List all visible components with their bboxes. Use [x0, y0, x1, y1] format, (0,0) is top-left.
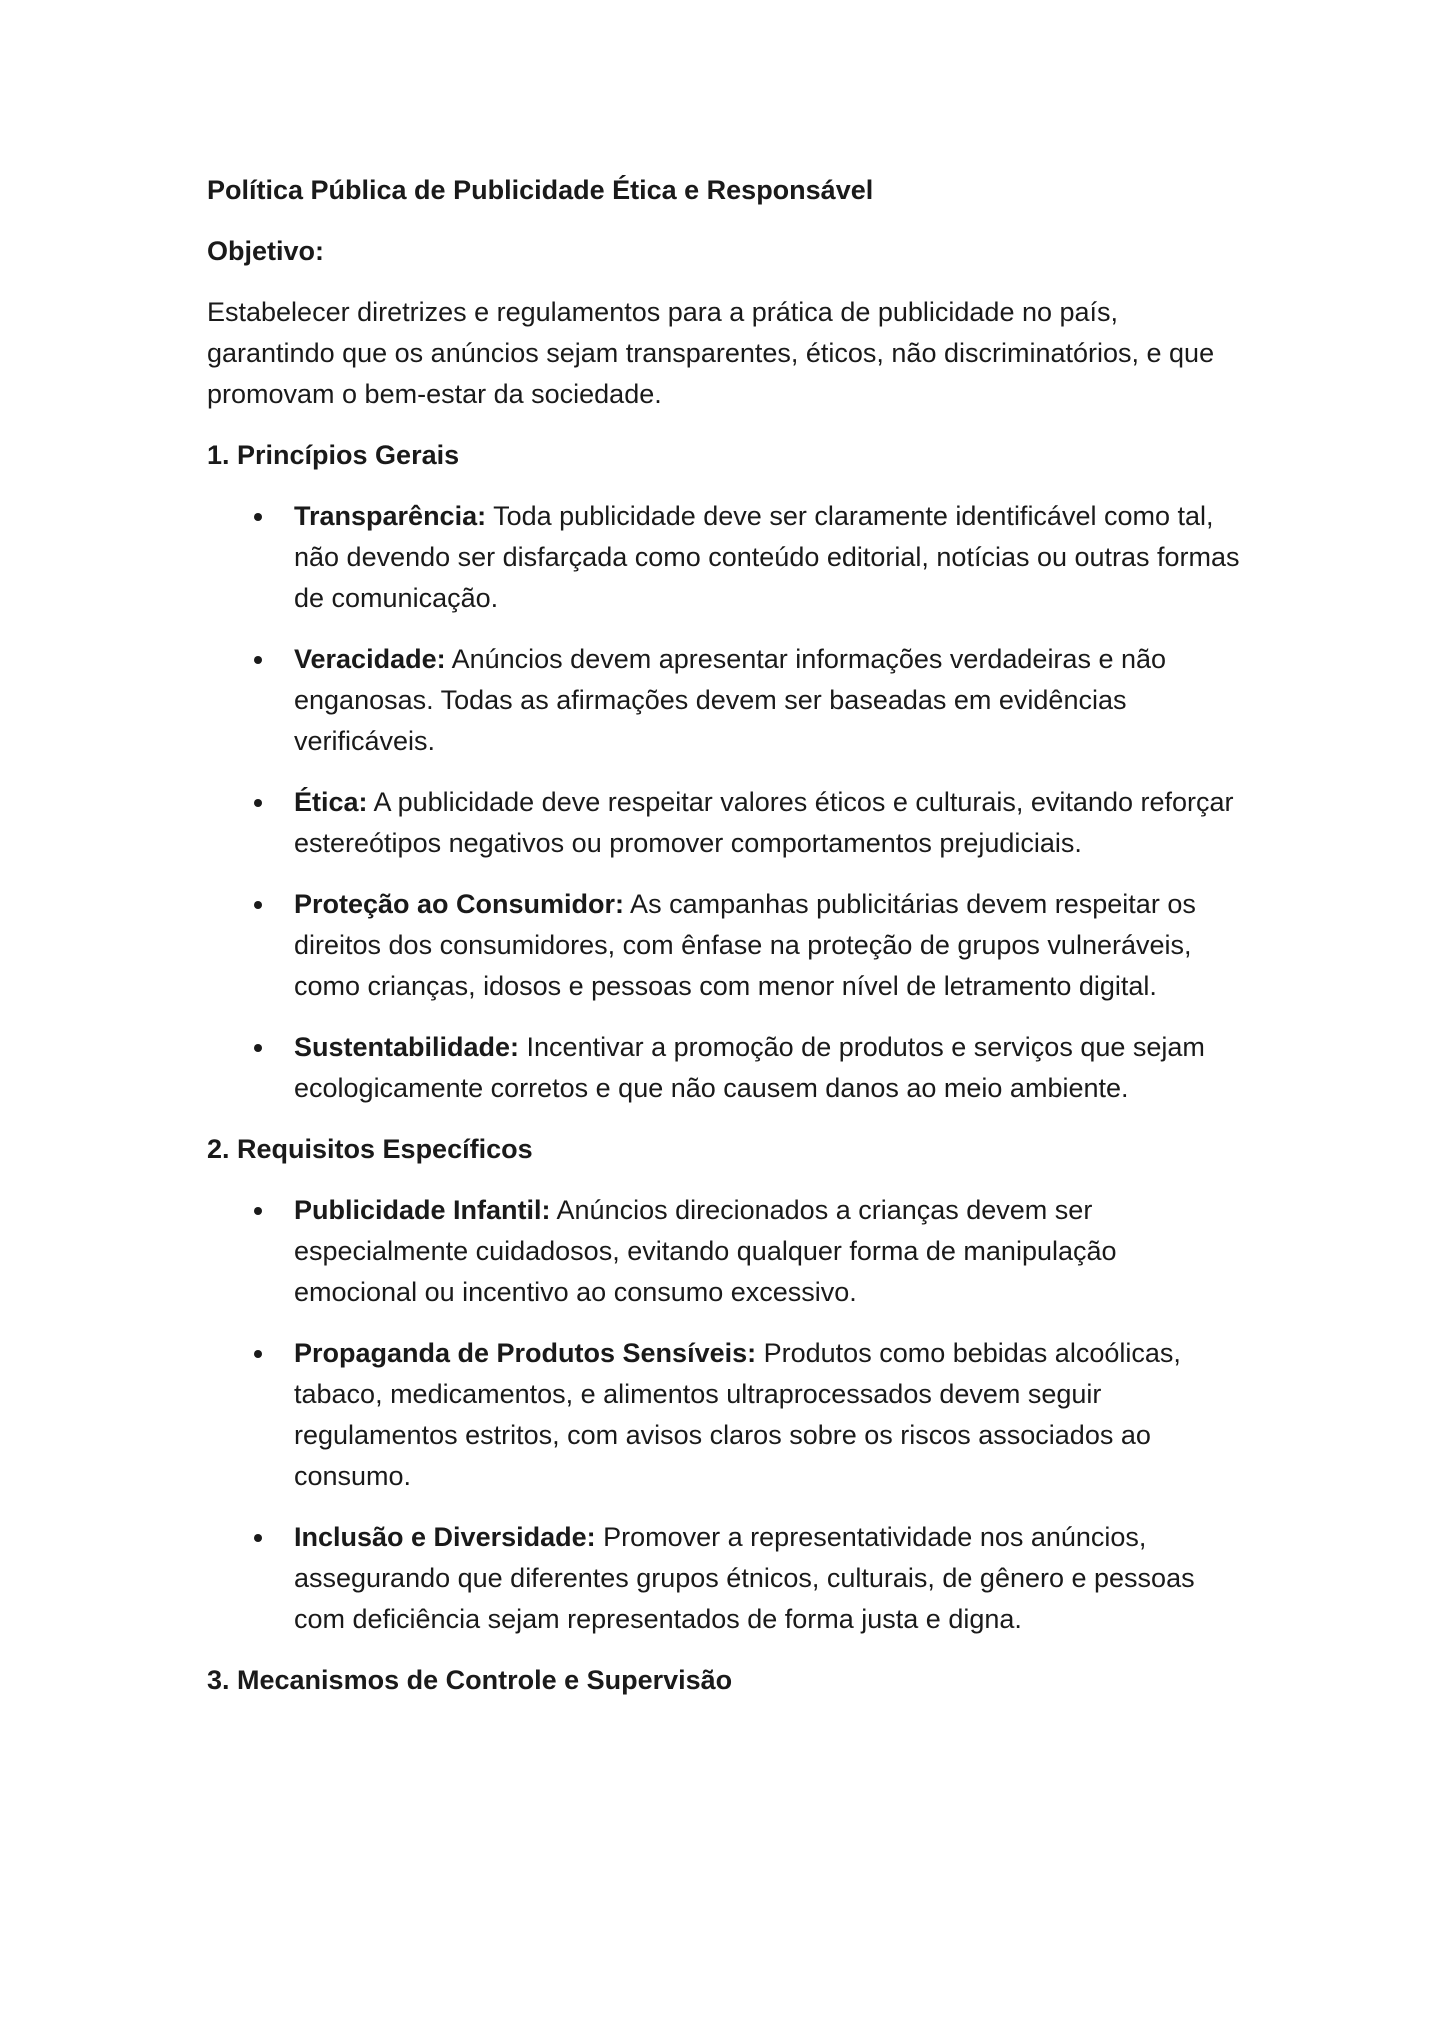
objective-text: Estabelecer diretrizes e regulamentos para a prática de publicidade no país, garantindo que os anúncios sejam transparentes, éticos, não discriminatórios, e que promovam o bem-estar da sociedade.: [207, 297, 1215, 409]
list-item-term: Sustentabilidade:: [294, 1032, 520, 1062]
list-item: [207, 496, 1247, 619]
section-heading-mecanismos-controle: 3. Mecanismos de Controle e Supervisão: [207, 1665, 733, 1695]
bullet-icon: [254, 799, 262, 807]
list-item: [207, 1517, 1247, 1640]
list-item: [207, 1190, 1247, 1313]
list-item-term: Ética:: [294, 787, 368, 817]
section-heading-requisitos-especificos: 2. Requisitos Específicos: [207, 1134, 533, 1164]
list-item: [207, 1027, 1247, 1109]
list-item-text: Anúncios direcionados a crianças devem ser especialmente cuidadosos, evitando qualquer forma de manipulação emocional ou incentivo ao consumo excessivo.: [294, 1195, 1117, 1307]
list-item-text: Promover a representatividade nos anúncios, assegurando que diferentes grupos étnicos, culturais, de gênero e pessoas com deficiência sejam representados de forma justa e digna.: [294, 1522, 1195, 1634]
bullet-icon: [254, 656, 262, 664]
bullet-icon: [254, 901, 262, 909]
list-item-text: Produtos como bebidas alcoólicas, tabaco, medicamentos, e alimentos ultraprocessados devem seguir regulamentos estritos, com avisos claros sobre os riscos associados ao consumo.: [294, 1338, 1181, 1491]
list-item-text: Anúncios devem apresentar informações verdadeiras e não enganosas. Todas as afirmações devem ser baseadas em evidências verificáveis.: [294, 644, 1167, 756]
list-item-text: Incentivar a promoção de produtos e serviços que sejam ecologicamente corretos e que não causem danos ao meio ambiente.: [294, 1032, 1205, 1103]
list-item-text: Toda publicidade deve ser claramente identificável como tal, não devendo ser disfarçada como conteúdo editorial, notícias ou outras formas de comunicação.: [294, 501, 1240, 613]
bullet-icon: [254, 1350, 262, 1358]
bullet-list-requisitos-especificos: [207, 1190, 1247, 1640]
bullet-list-principios-gerais: [207, 496, 1247, 1109]
list-item: [207, 639, 1247, 762]
list-item-text: As campanhas publicitárias devem respeitar os direitos dos consumidores, com ênfase na proteção de grupos vulneráveis, como crianças, idosos e pessoas com menor nível de letramento digital.: [294, 889, 1196, 1001]
section-heading-principios-gerais: 1. Princípios Gerais: [207, 440, 460, 470]
list-item-term: Inclusão e Diversidade:: [294, 1522, 596, 1552]
list-item-term: Proteção ao Consumidor:: [294, 889, 625, 919]
list-item-term: Veracidade:: [294, 644, 446, 674]
bullet-icon: [254, 513, 262, 521]
list-item: [207, 1333, 1247, 1497]
bullet-icon: [254, 1534, 262, 1542]
list-item-term: Propaganda de Produtos Sensíveis:: [294, 1338, 757, 1368]
objective-heading: Objetivo:: [207, 236, 325, 266]
list-item: [207, 782, 1247, 864]
document-title: Política Pública de Publicidade Ética e Responsável: [207, 175, 874, 205]
bullet-icon: [254, 1044, 262, 1052]
list-item: [207, 884, 1247, 1007]
document-page: [207, 170, 1247, 1721]
list-item-term: Transparência:: [294, 501, 487, 531]
list-item-term: Publicidade Infantil:: [294, 1195, 551, 1225]
bullet-icon: [254, 1207, 262, 1215]
list-item-text: A publicidade deve respeitar valores éticos e culturais, evitando reforçar estereótipos negativos ou promover comportamentos prejudiciais.: [294, 787, 1234, 858]
